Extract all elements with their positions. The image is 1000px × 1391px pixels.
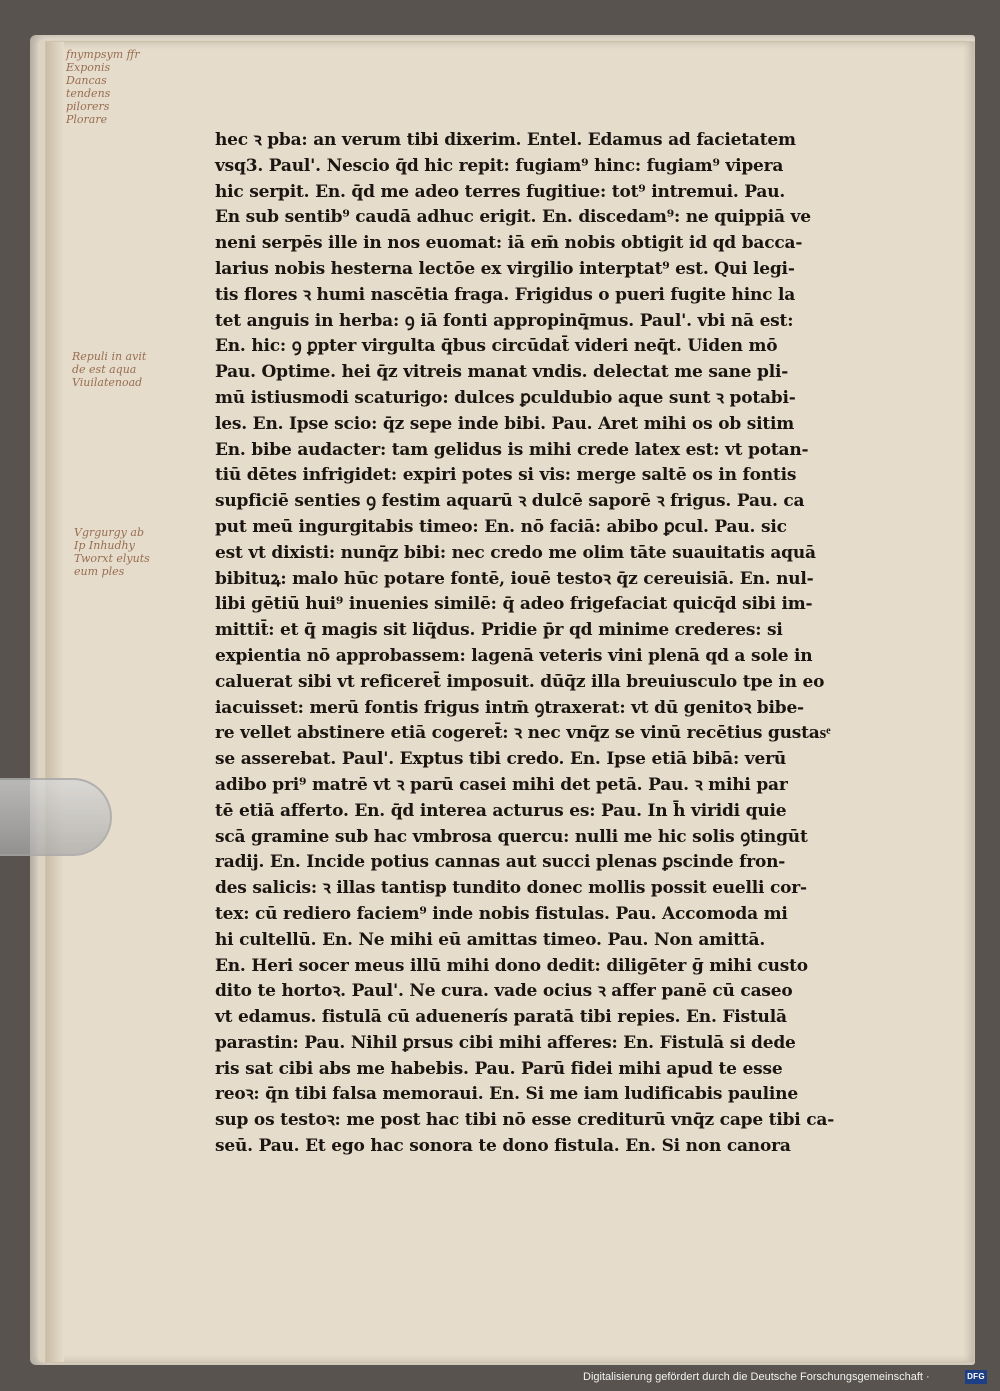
- page-clip: [0, 778, 112, 856]
- text-line: tis flores ꝛ humi nascētia fraga. Frigidus o pueri fugite hinc la: [215, 284, 796, 305]
- marginalia-middle: [72, 350, 146, 389]
- text-line: est vt dixisti: nunq̄z bibi: nec credo me olim tāte suauitatis aquā: [215, 542, 816, 563]
- text-line: En. bibe audacter: tam gelidus is mihi crede latex est: vt potan-: [215, 439, 809, 460]
- text-line: larius nobis hesterna lectōe ex virgilio interptat⁹ est. Qui legi-: [215, 258, 795, 279]
- text-line: caluerat sibi vt reficeret̄ imposuit. dūq̄z illa breuiusculo tpe in eo: [215, 671, 825, 692]
- text-line: En sub sentib⁹ caudā adhuc erigit. En. discedam⁹: ne quippiā ve: [215, 207, 811, 228]
- margin-note: fnympsym ffr: [66, 48, 140, 61]
- text-line: reoꝛ: q̄n tibi falsa memoraui. En. Si me iam ludificabis pauline: [215, 1084, 798, 1105]
- text-line: hi cultellū. En. Ne mihi eū amittas timeo. Pau. Non amittā.: [215, 929, 766, 950]
- text-line: mittit̄: et q̄ magis sit liq̄dus. Pridie p̄r qd minime crederes: si: [215, 620, 783, 641]
- margin-note: Exponis: [66, 61, 111, 74]
- text-line: bibituꝝ: malo hūc potare fontē, iouē testoꝛ q̄z cereuisiā. En. nul-: [215, 568, 814, 589]
- text-line: En. Heri socer meus illū mihi dono dedit: diligēter ḡ mihi custo: [215, 955, 808, 976]
- marginalia-lower: [74, 526, 150, 578]
- margin-note: Ip Inhudhy: [74, 539, 135, 552]
- text-line: scā gramine sub hac vmbrosa quercu: nulli me hic solis ꝯtingūt: [215, 826, 808, 847]
- text-line: tet anguis in herba: ꝯ iā fonti appropinq̄mus. Paul'. vbi nā est:: [215, 310, 794, 331]
- text-line: expientia nō approbassem: lagenā veteris vini plenā qd a sole in: [215, 645, 813, 666]
- text-line: put meū ingurgitabis timeo: En. nō faciā: abibo ꝑcul. Pau. sic: [215, 516, 787, 537]
- text-line: libi gētiū hui⁹ inuenies similē: q̄ adeo frigefaciat quicq̄d sibi im-: [215, 594, 813, 615]
- margin-note: Viuilatenoad: [72, 376, 143, 389]
- margin-note: eum ples: [74, 565, 125, 578]
- dfg-logo: DFG: [965, 1370, 987, 1384]
- text-line: neni serpēs ille in nos euomat: iā em̄ nobis obtigit id qd bacca-: [215, 233, 803, 254]
- text-line: tex: cū rediero faciem⁹ inde nobis fistulas. Pau. Accomoda mi: [215, 903, 788, 924]
- marginalia-top: [66, 48, 140, 126]
- digitization-credit: Digitalisierung gefördert durch die Deutsche Forschungsgemeinschaft ·: [583, 1371, 930, 1383]
- margin-note: Vgrgurgy ab: [74, 526, 144, 539]
- text-line: re vellet abstinere etiā cogeret̄: ꝛ nec vnq̄z se vinū recētius gustasͤ: [215, 723, 831, 744]
- text-line: ris sat cibi abs me habebis. Pau. Parū fidei mihi apud te esse: [215, 1058, 783, 1079]
- text-line: iacuisset: merū fontis frigus intm̄ ꝯtraxerat: vt dū genitoꝛ bibe-: [215, 697, 804, 718]
- text-line: En. hic: ꝯ ꝑpter virgulta q̄bus circūdat̄ videri neq̄t. Uiden mō: [215, 336, 778, 357]
- margin-note: Plorare: [66, 113, 108, 126]
- text-line: supficiē senties ꝯ festim aquarū ꝛ dulcē saporē ꝛ frigus. Pau. ca: [215, 491, 805, 512]
- text-line: tiū dētes infrigidet: expiri potes si vis: merge saltē os in fontis: [215, 465, 797, 486]
- text-line: mū istiusmodi scaturigo: dulces ꝑculdubio aque sunt ꝛ potabi-: [215, 387, 796, 408]
- text-line: vt edamus. fistulā cū aduenerís paratā tibi repies. En. Fistulā: [215, 1007, 787, 1028]
- margin-note: Tworxt elyuts: [74, 552, 150, 565]
- text-line: dito te hortoꝛ. Paul'. Ne cura. vade ocius ꝛ affer panē cū caseo: [215, 981, 793, 1002]
- page-gutter-shadow: [46, 42, 64, 1362]
- margin-note: de est aqua: [72, 363, 137, 376]
- text-line: sup os testoꝛ: me post hac tibi nō esse crediturū vnq̄z cape tibi ca-: [215, 1110, 835, 1131]
- text-line: vsq3. Paul'. Nescio q̄d hic repit: fugiam⁹ hinc: fugiam⁹ vipera: [215, 155, 784, 176]
- text-line: seū. Pau. Et ego hac sonora te dono fistula. En. Si non canora: [215, 1136, 791, 1157]
- text-line: les. En. Ipse scio: q̄z sepe inde bibi. Pau. Aret mihi os ob sitim: [215, 413, 795, 434]
- text-line: se asserebat. Paul'. Exptus tibi credo. En. Ipse etiā bibā: verū: [215, 749, 786, 770]
- text-line: radij. En. Incide potius cannas aut succi plenas ꝑscinde fron-: [215, 852, 786, 873]
- printed-text-block: [215, 128, 890, 1160]
- text-line: tē etiā afferto. En. q̄d interea acturus es: Pau. In h̄ viridi quie: [215, 800, 787, 821]
- text-line: hec ꝛ pba: an verum tibi dixerim. Entel. Edamus ad facietatem: [215, 130, 796, 150]
- text-line: hic serpit. En. q̄d me adeo terres fugitiue: tot⁹ intremui. Pau.: [215, 181, 786, 202]
- margin-note: tendens: [66, 87, 111, 100]
- text-line: parastin: Pau. Nihil ꝑrsus cibi mihi afferes: En. Fistulā si dede: [215, 1032, 796, 1053]
- margin-note: Repuli in avit: [72, 350, 147, 363]
- text-line: des salicis: ꝛ illas tantisp tundito donec mollis possit euelli cor-: [215, 878, 807, 899]
- margin-note: pilorers: [66, 100, 110, 113]
- text-line: adibo pri⁹ matrē vt ꝛ parū casei mihi det petā. Pau. ꝛ mihi par: [215, 774, 788, 795]
- text-line: Pau. Optime. hei q̄z vitreis manat vndis. delectat me sane pli-: [215, 362, 789, 383]
- margin-note: Dancas: [66, 74, 107, 87]
